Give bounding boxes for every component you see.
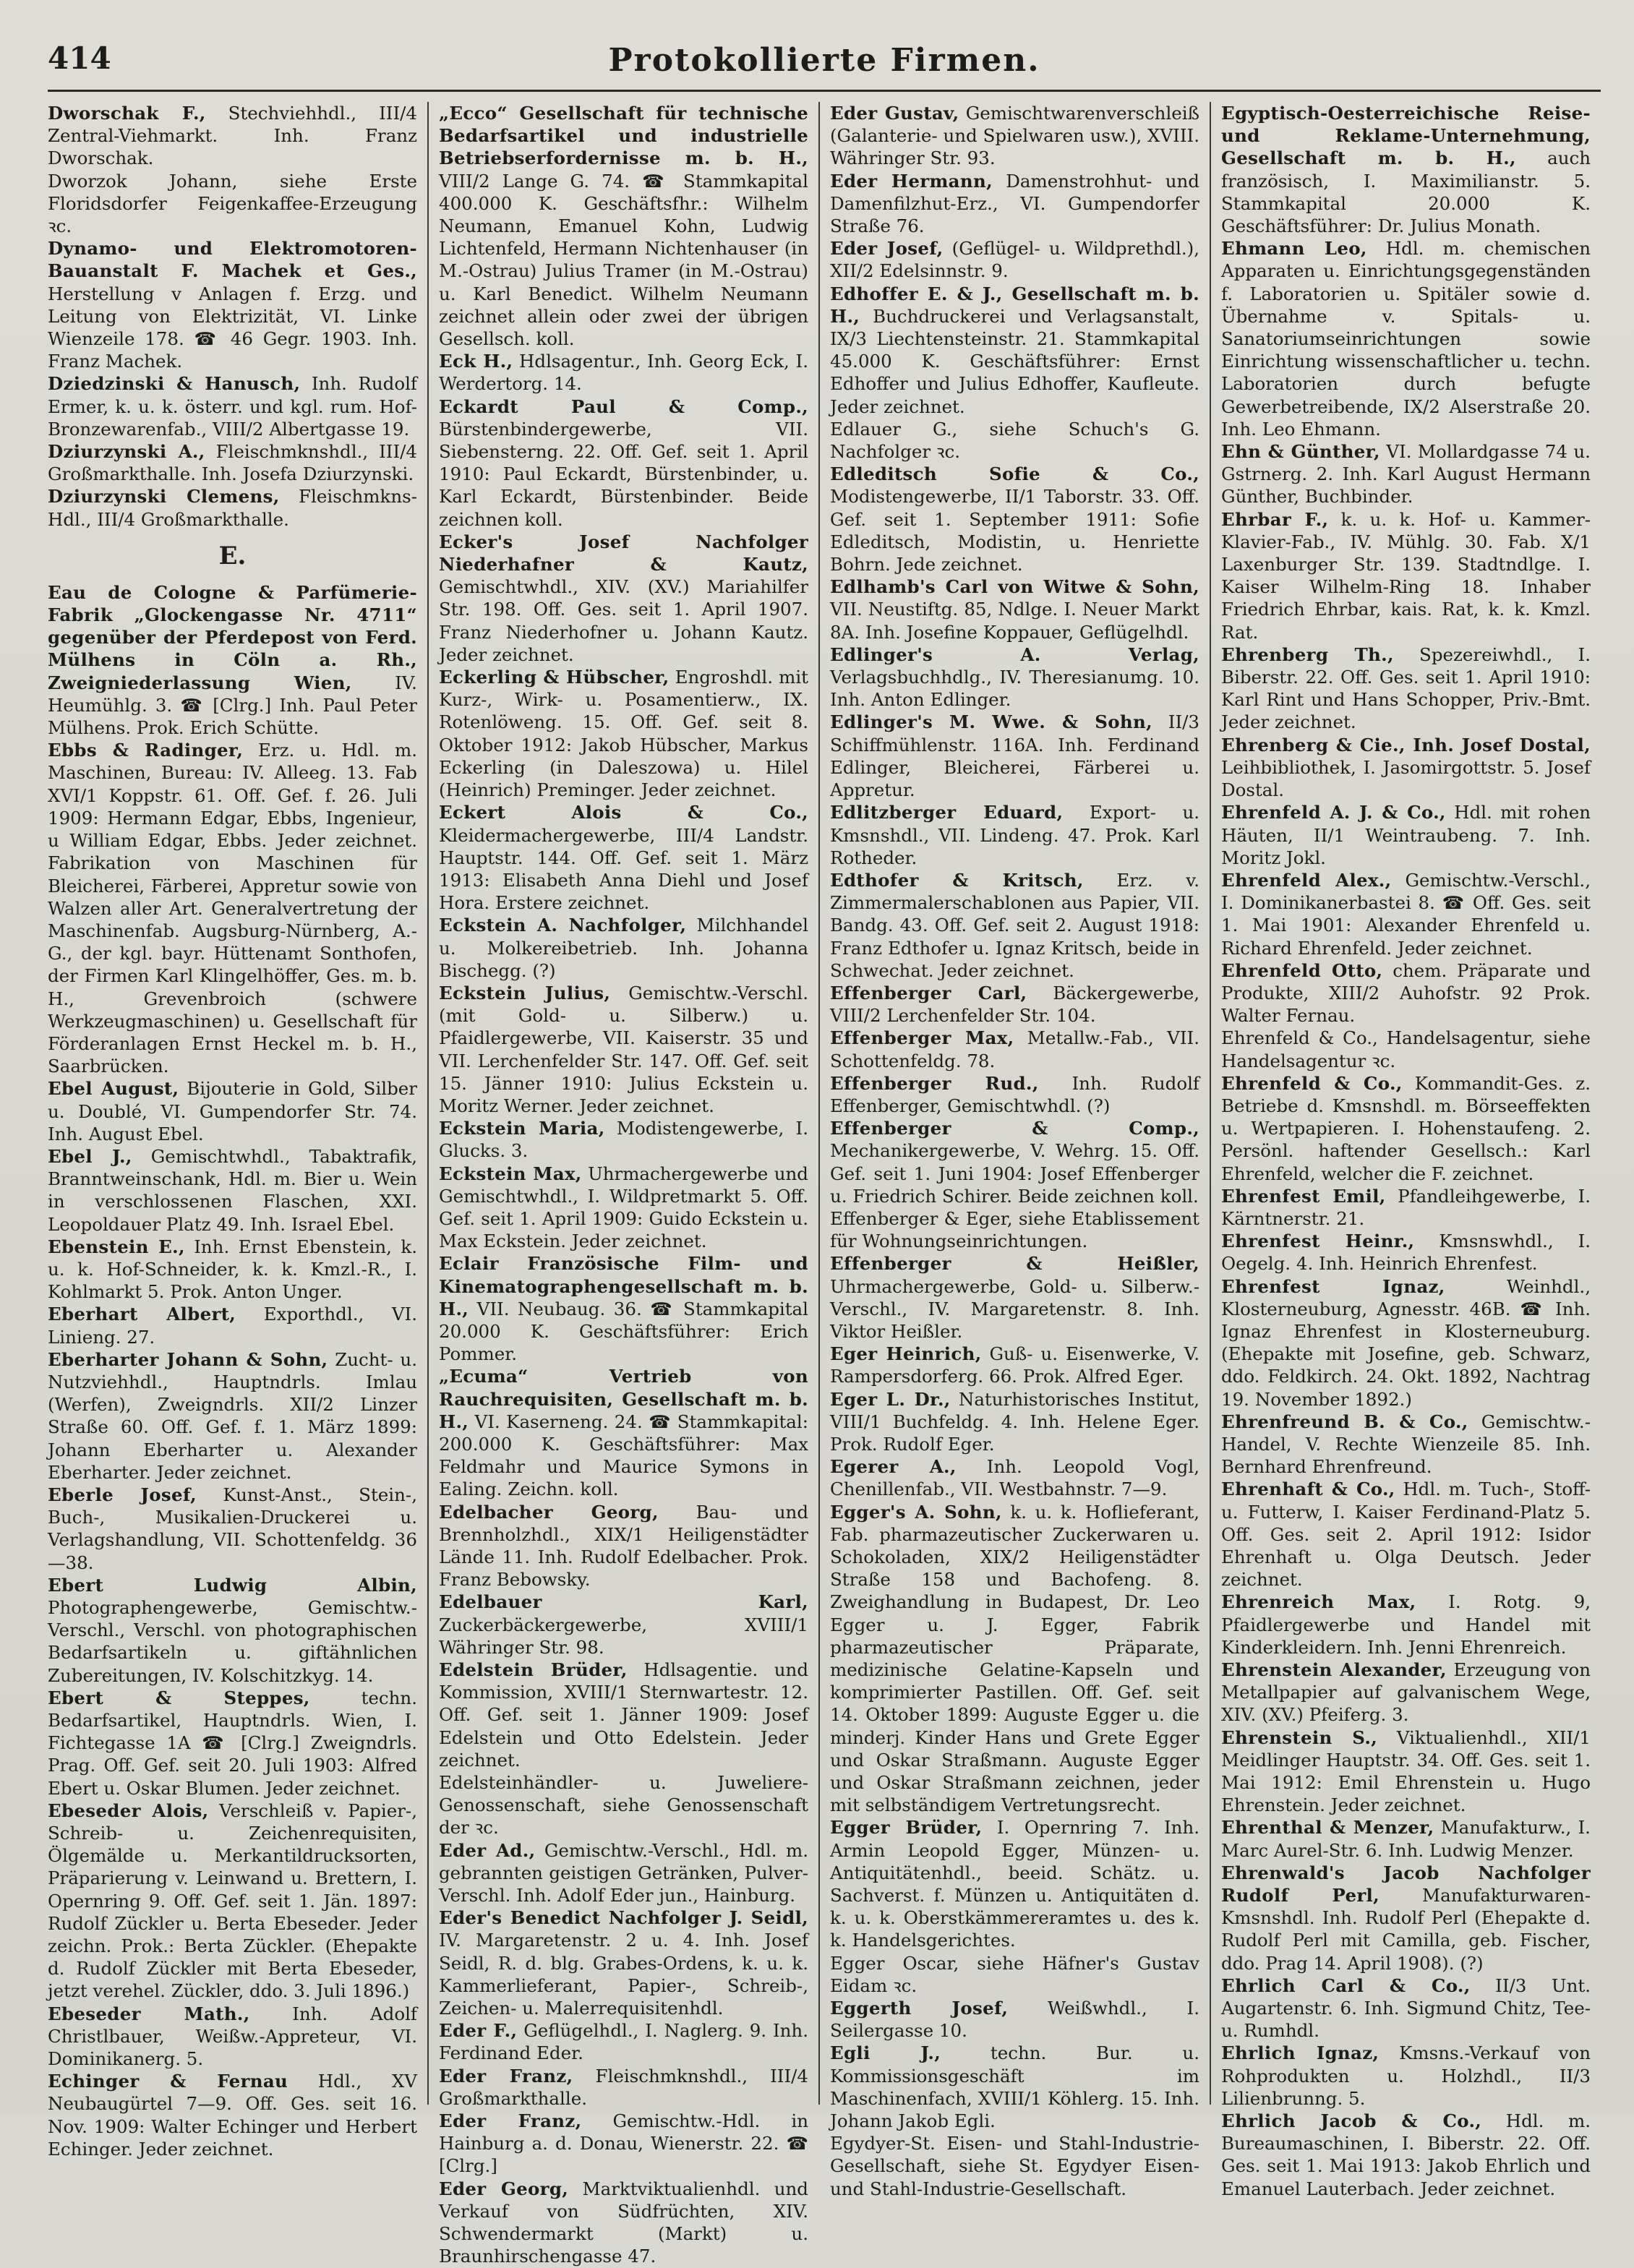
entry-text: k. u. k. Hoflieferant, Fab. pharmazeutischer Zuckerwaren u. Schokoladen, XIX/2 Heiligenstädter Straße 158 und Bachofeng. 8. Zweighandlung in Budapest, Dr. Leo Egger u. J. Egger, Fabrik pharmazeutischer Präparate, medizinische Gelatine-Kapseln und komprimierter Pastillen. Off. Gef. seit 14. Oktober 1899: Auguste Egger u. die minderj. Kinder Hans und Grete Egger und Oskar Straßmann. Auguste Egger und Oskar Straßmann zeichnen, jeder mit selbständigem Vertretungsrecht. <box>830 1501 1199 1816</box>
entry-text: Photographengewerbe, Gemischtw.-Verschl., Verschl. von photographischen Bedarfsartikeln u. giftähnlichen Zubereitungen, IV. Kolschitzkyg. 14. <box>48 1597 417 1686</box>
firm-name: Dziedzinski & Hanusch, <box>48 373 301 395</box>
entry-text: Export- u. Kmsnshdl., VII. Lindeng. 47. Prok. Karl Rotheder. <box>830 802 1200 868</box>
entry-text: Weinhdl., Klosterneuburg, Agnesstr. 46B. ☎ Inh. Ignaz Ehrenfest in Klosterneuburg. (Ehepakte mit Josefine, geb. Schwarz, ddo. Feldkirch. 24. Okt. 1892, Nachtrag 19. November 1892.) <box>1221 1275 1591 1410</box>
firm-name: Ehrenfeld Otto, <box>1221 959 1383 981</box>
directory-entry <box>830 1072 1199 1117</box>
entry-text: Pfandleihgewerbe, I. Kärntnerstr. 21. <box>1221 1185 1591 1229</box>
page-number: 414 <box>48 40 111 76</box>
directory-entry <box>48 1236 417 1304</box>
firm-name: Eder Gustav, <box>830 103 959 124</box>
firm-name: Ehrenfreund B. & Co., <box>1221 1411 1468 1432</box>
firm-name: Ebeseder Alois, <box>48 1800 209 1821</box>
entry-text: Bijouterie in Gold, Silber u. Doublé, VI. Gumpendorfer Str. 74. Inh. August Ebel. <box>48 1078 418 1144</box>
entry-text: Hdl. mit rohen Häuten, II/1 Weintraubeng. 7. Inh. Moritz Jokl. <box>1221 802 1591 868</box>
firm-name: Egli J., <box>830 2042 941 2064</box>
firm-name: Eder's Benedict Nachfolger J. Seidl, <box>439 1907 808 1929</box>
directory-entry <box>1221 869 1591 959</box>
directory-entry <box>830 1027 1199 1071</box>
firm-name: Ebbs & Radinger, <box>48 740 244 761</box>
firm-name: Effenberger Rud., <box>830 1072 1039 1094</box>
directory-entry <box>48 1687 417 1800</box>
firm-name: Edelstein Brüder, <box>439 1659 628 1681</box>
firm-name: Eder Hermann, <box>830 170 993 192</box>
directory-entry <box>48 581 417 739</box>
entry-text: Kmsns.-Verkauf von Rohprodukten u. Holzhdl., II/3 Lilienbrunng. 5. <box>1221 2042 1591 2109</box>
firm-name: Effenberger & Heißler, <box>830 1253 1199 1275</box>
directory-entry <box>439 1907 808 2019</box>
directory-entry <box>830 1343 1199 1387</box>
firm-name: „Ecco“ Gesellschaft für technische Bedarfsartikel und industrielle Betriebserfordernisse m. b. H., <box>439 103 808 169</box>
entry-text: Engroshdl. mit Kurz-, Wirk- u. Posamentierw., IX. Rotenlöweng. 15. Off. Gef. seit 8. Oktober 1912: Jakob Hübscher, Markus Eckerling (in Daleszowa) u. Hilel (Heinrich) Preminger. Jeder zeichnet. <box>439 667 808 801</box>
firm-name: Ebert & Steppes, <box>48 1687 310 1708</box>
firm-name: Ebel August, <box>48 1078 179 1100</box>
entry-text: VII. Neustiftg. 85, Ndlge. I. Neuer Markt 8A. Inh. Josefine Koppauer, Geflügelhdl. <box>830 599 1199 643</box>
firm-name: Eckstein A. Nachfolger, <box>439 915 687 936</box>
directory-entry <box>1221 1072 1591 1185</box>
directory-entry <box>48 1800 417 2003</box>
column-4 <box>1210 102 1601 2199</box>
firm-name: Ehrenfest Emil, <box>1221 1185 1386 1207</box>
firm-name: Edlhamb's Carl von Witwe & Sohn, <box>830 576 1199 598</box>
firm-name: Effenberger Max, <box>830 1027 1014 1049</box>
directory-entry <box>830 1117 1199 1207</box>
entry-text: techn. Bedarfsartikel, Hauptndrls. Wien, I. Fichtegasse 1A ☎ [Clrg.] Zweigndrls. Prag. Off. Gef. seit 20. Juli 1903: Alfred Ebert u. Oskar Blumen. Jeder zeichnet. <box>48 1687 417 1799</box>
directory-entry <box>48 1145 417 1236</box>
entry-text: Herstellung v Anlagen f. Erzg. und Leitung von Elektrizität, VI. Linke Wienzeile 178. ☎ 46 Gegr. 1903. Inh. Franz Machek. <box>48 283 417 372</box>
directory-entry <box>1221 1726 1591 1817</box>
directory-entry <box>439 801 808 914</box>
directory-entry <box>1221 508 1591 643</box>
firm-name: Eckstein Maria, <box>439 1118 605 1139</box>
entry-text: Modistengewerbe, I. Glucks. 3. <box>439 1118 809 1162</box>
directory-entry <box>439 914 808 982</box>
entry-text: Manufakturw., I. Marc Aurel-Str. 6. Inh. Ludwig Menzer. <box>1221 1817 1591 1861</box>
firm-name: Ecker's Josef Nachfolger Niederhafner & Kautz, <box>439 531 808 575</box>
firm-name: Eberle Josef, <box>48 1484 197 1505</box>
firm-name: Eger Heinrich, <box>830 1343 982 1365</box>
directory-entry <box>439 1117 808 1162</box>
firm-name: Dynamo- und Elektromotoren-Bauanstalt F. Machek et Ges., <box>48 238 417 282</box>
entry-text: Inh. Rudolf Effenberger, Gemischtwhdl. (?) <box>830 1072 1199 1116</box>
firm-name: Dziurzynski Clemens, <box>48 486 280 508</box>
firm-name: Dziurzynski A., <box>48 441 205 463</box>
directory-entry <box>48 1077 417 1145</box>
directory-entry <box>1221 440 1591 508</box>
directory-entry <box>830 1816 1199 1951</box>
firm-name: Ehrenwald's Jacob Nachfolger Rudolf Perl, <box>1221 1862 1591 1907</box>
firm-name: Ehrenfeld & Co., <box>1221 1072 1403 1094</box>
directory-entry <box>1221 102 1591 237</box>
directory-entry <box>439 666 808 801</box>
directory-entry <box>1221 2110 1591 2200</box>
firm-name: Egger's A. Sohn, <box>830 1501 1002 1523</box>
firm-name: Echinger & Fernau <box>48 2071 288 2092</box>
firm-name: Ehrenreich Max, <box>1221 1591 1416 1613</box>
entry-text: IV. Margaretenstr. 2 u. 4. Inh. Josef Seidl, R. d. blg. Grabes-Ordens, k. u. k. Kammerlieferant, Papier-, Schreib-, Zeichen- u. Malerrequisitenhdl. <box>439 1930 808 2019</box>
directory-entry <box>830 170 1199 238</box>
directory-entry <box>1221 1659 1591 1726</box>
entry-text: Manufakturwaren-Kmsnshdl. Inh. Rudolf Perl (Ehepakte d. Rudolf Perl mit Camilla, geb. Fischer, ddo. Prag 14. April 1908). (?) <box>1221 1885 1591 1974</box>
directory-entry <box>830 2042 1199 2132</box>
entry-text: (Geflügel- u. Wildprethdl.), XII/2 Edelsinnstr. 9. <box>830 238 1199 282</box>
firm-name: Eder Josef, <box>830 238 944 260</box>
directory-entry <box>439 1163 808 1253</box>
entry-text: Kommandit-Ges. z. Betriebe d. Kmsnshdl. m. Börseeffekten u. Wertpapieren. I. Hohenstaufeng. 2. Persönl. haftender Gesellsch.: Karl Ehrenfeld, welcher die F. zeichnet. <box>1221 1072 1591 1184</box>
directory-entry <box>830 1388 1199 1456</box>
entry-text: II/3 Schiffmühlenstr. 116A. Inh. Ferdinand Edlinger, Bleicherei, Färberei u. Appretur. <box>830 711 1199 801</box>
firm-name: Ehrenfeld A. J. & Co., <box>1221 802 1446 823</box>
entry-text: Zuckerbäckergewerbe, XVIII/1 Währinger Str. 98. <box>439 1614 808 1658</box>
directory-entry <box>830 869 1199 982</box>
firm-name: Eckardt Paul & Comp., <box>439 395 808 417</box>
firm-name: Eck H., <box>439 351 513 372</box>
entry-text: IV. Heumühlg. 3. ☎ [Clrg.] Inh. Paul Peter Mülhens. Prok. Erich Schütte. <box>48 672 417 739</box>
entry-text: Gemischtw.-Handel, V. Rechte Wienzeile 85. Inh. Bernhard Ehrenfreund. <box>1221 1411 1591 1478</box>
page-header <box>48 38 1601 92</box>
entry-text: Hdl., XV Neubaugürtel 7—9. Off. Ges. seit 16. Nov. 1909: Walter Echinger und Herbert Echinger. Jeder zeichnet. <box>48 2071 417 2160</box>
firm-name: Dworschak F., <box>48 103 206 124</box>
firm-name: Eder F., <box>439 2020 518 2042</box>
firm-name: Eckstein Max, <box>439 1163 582 1184</box>
entry-text: Egger Oscar, siehe Häfner's Gustav Eidam ꝛc. <box>830 1952 1199 1996</box>
entry-text: Erzeugung von Metallpapier auf galvanischem Wege, XIV. (XV.) Pfeiferg. 3. <box>1221 1659 1591 1726</box>
entry-text: k. u. k. Hof- u. Kammer-Klavier-Fab., IV. Mühlg. 30. Fab. X/1 Laxenburger Str. 139. Stadtndlge. I. Kaiser Wilhelm-Ring 18. Inhaber Friedrich Ehrbar, kais. Rat, k. k. Kmzl. Rat. <box>1221 508 1591 643</box>
entry-text: Buchdruckerei und Verlagsanstalt, IX/3 Liechtensteinstr. 21. Stammkapital 45.000 K. Geschäftsführer: Ernst Edhoffer und Julius Edhoffer, Kaufleute. Jeder zeichnet. <box>830 305 1199 417</box>
entry-text: II/3 Unt. Augartenstr. 6. Inh. Sigmund Chitz, Tee- u. Rumhdl. <box>1221 1974 1591 2042</box>
directory-entry <box>830 283 1199 418</box>
directory-entry <box>830 1501 1199 1817</box>
directory-entry <box>830 2132 1199 2200</box>
entry-text: Bau- und Brennholzhdl., XIX/1 Heiligenstädter Lände 11. Inh. Rudolf Edelbacher. Prok. Franz Bebowsky. <box>439 1501 809 1591</box>
entry-text: Kunst-Anst., Stein-, Buch-, Musikalien-Druckerei u. Verlagshandlung, VII. Schottenfeldg. 36—38. <box>48 1484 417 1573</box>
directory-entry <box>830 575 1199 643</box>
entry-text: Hdl. m. Bureaumaschinen, I. Biberstr. 22. Off. Ges. seit 1. Mai 1913: Jakob Ehrlich und Emanuel Lauterbach. Jeder zeichnet. <box>1221 2110 1591 2199</box>
directory-entry <box>1221 1275 1591 1411</box>
firm-name: Ebert Ludwig Albin, <box>48 1574 417 1596</box>
firm-name: Eclair Französische Film- und Kinematographengesellschaft m. b. H., <box>439 1253 808 1319</box>
entry-text: Gemischtwarenverschleiß (Galanterie- und Spielwaren usw.), XVIII. Währinger Str. 93. <box>830 103 1199 169</box>
entry-text: Inh. Ernst Ebenstein, k. u. k. Hof-Schneider, k. k. Kmzl.-R., I. Kohlmarkt 5. Prok. Anton Unger. <box>48 1236 418 1303</box>
entry-text: Verschleiß v. Papier-, Schreib- u. Zeichenrequisiten, Ölgemälde u. Merkantildrucksorten, Präparierung v. Leinwand u. Brettern, I. Opernring 9. Off. Gef. seit 1. Jän. 1897: Rudolf Zückler u. Berta Ebeseder. Jeder zeichn. Prok.: Berta Zückler. (Ehepakte d. Rudolf Zückler mit Berta Ebeseder, jetzt verehel. Zückler, ddo. 3. Juli 1896.) <box>48 1800 417 2002</box>
entry-text: Egydyer-St. Eisen- und Stahl-Industrie-Gesellschaft, siehe St. Egydyer Eisen- und Stahl-Industrie-Gesellschaft. <box>830 2133 1199 2199</box>
directory-entry <box>439 350 808 395</box>
firm-name: Eberhart Albert, <box>48 1304 236 1325</box>
directory-entry <box>830 711 1199 801</box>
firm-name: Ebenstein E., <box>48 1236 185 1257</box>
directory-entry <box>439 102 808 350</box>
directory-entry <box>439 1591 808 1659</box>
directory-entry <box>48 1574 417 1687</box>
firm-name: Effenberger & Comp., <box>830 1118 1199 1139</box>
firm-name: Edlinger's A. Verlag, <box>830 643 1199 665</box>
entry-text: Fleischmknshdl., III/4 Großmarkthalle. Inh. Josefa Dziurzynski. <box>48 441 417 485</box>
directory-entry <box>439 2110 808 2178</box>
entry-text: Gemischtwhdl., Tabaktrafik, Branntweinschank, Hdl. m. Bier u. Wein in verschlossenen Flaschen, XXI. Leopoldauer Platz 49. Inh. Israel Ebel. <box>48 1145 417 1235</box>
entry-text: Uhrmachergewerbe und Gemischtwhdl., I. Wildpretmarkt 5. Off. Gef. seit 1. April 1909: Guido Eckstein u. Max Eckstein. Jeder zeichnet. <box>439 1163 808 1252</box>
firm-name: Eckstein Julius, <box>439 982 611 1004</box>
entry-text: Verlagsbuchhdlg., IV. Theresianumg. 10. Inh. Anton Edlinger. <box>830 667 1199 711</box>
directory-entry <box>439 1659 808 1771</box>
entry-text: Kleidermachergewerbe, III/4 Landstr. Hauptstr. 144. Off. Gef. seit 1. März 1913: Elisabeth Anna Diehl und Josef Hora. Erstere zeichnet. <box>439 824 808 914</box>
entry-text: Viktualienhdl., XII/1 Meidlinger Hauptstr. 34. Off. Ges. seit 1. Mai 1912: Emil Ehrenstein u. Hugo Ehrenstein. Jeder zeichnet. <box>1221 1726 1591 1816</box>
entry-text: Marktviktualienhdl. und Verkauf von Südfrüchten, XIV. Schwendermarkt (Markt) u. Braunhirschengasse 47. <box>439 2178 808 2267</box>
entry-text: Weißwhdl., I. Seilergasse 10. <box>830 1998 1200 2042</box>
firm-name: Ehmann Leo, <box>1221 238 1367 260</box>
page-title: Protokollierte Firmen. <box>608 42 1040 79</box>
entry-text: Hdl. m. Tuch-, Stoff- u. Futterw, I. Kaiser Ferdinand-Platz 5. Off. Ges. seit 2. April 1912: Isidor Ehrenhaft u. Olga Deutsch. Jeder zeichnet. <box>1221 1479 1591 1591</box>
directory-entry <box>48 1303 417 1348</box>
firm-name: Ehrenberg Th., <box>1221 643 1394 665</box>
directory-entry <box>48 440 417 485</box>
directory-entry <box>1221 1185 1591 1230</box>
entry-text: Bürstenbindergewerbe, VII. Siebensterng. 22. Off. Gef. seit 1. April 1910: Paul Eckardt, Bürstenbinder, u. Karl Eckardt, Bürstenbinder. Beide zeichnen koll. <box>439 418 808 530</box>
firm-name: Eberharter Johann & Sohn, <box>48 1348 328 1370</box>
directory-entry <box>439 2019 808 2064</box>
firm-name: Eau de Cologne & Parfümerie-Fabrik „Glockengasse Nr. 4711“ gegenüber der Pferdepost von Ferd. Mülhens in Cöln a. Rh., Zweigniederlassung Wien, <box>48 581 417 693</box>
entry-text: Naturhistorisches Institut, VIII/1 Buchfeldg. 4. Inh. Helene Eger. Prok. Rudolf Eger. <box>830 1388 1199 1455</box>
firm-name: Egerer A., <box>830 1456 957 1478</box>
directory-entry <box>439 2065 808 2110</box>
entry-text: VII. Neubaug. 36. ☎ Stammkapital 20.000 K. Geschäftsführer: Erich Pommer. <box>439 1298 808 1365</box>
firm-name: Ehrenhaft & Co., <box>1221 1479 1395 1500</box>
entry-text: Guß- u. Eisenwerke, V. Rampersdorferg. 66. Prok. Alfred Eger. <box>830 1343 1199 1387</box>
entry-text: Hdl. m. chemischen Apparaten u. Einrichtungsgegenständen f. Laboratorien u. Spitäler sowie d. Übernahme v. Spitals- u. Sanatoriumseinrichtungen sowie Einrichtung wissenschaftlicher u. techn. Laboratorien durch befugte Gewerbetreibende, IX/2 Alserstraße 20. Inh. Leo Ehmann. <box>1221 238 1591 440</box>
entry-text: Inh. Adolf Christlbauer, Weißw.-Appreteur, VI. Dominikanerg. 5. <box>48 2003 417 2070</box>
entry-text: techn. Bur. u. Kommissionsgeschäft im Maschinenfach, XVIII/1 Köhlerg. 15. Inh. Johann Jakob Egli. <box>830 2042 1199 2132</box>
firm-name: Ehrenstein Alexander, <box>1221 1659 1447 1681</box>
entry-text: Edlauer G., siehe Schuch's G. Nachfolger ꝛc. <box>830 418 1199 463</box>
firm-name: Eger L. Dr., <box>830 1388 951 1410</box>
entry-text: I. Opernring 7. Inh. Armin Leopold Egger, Münzen- u. Antiquitätenhdl., beeid. Schätz. u. Sachverst. f. Münzen u. Antiquitäten d. k. u. k. Oberstkämmereramtes u. des k. k. Handelsgerichtes. <box>830 1817 1199 1951</box>
firm-name: Ehrlich Carl & Co., <box>1221 1974 1471 1996</box>
entry-text: Uhrmachergewerbe, Gold- u. Silberw.-Verschl., IV. Margaretenstr. 8. Inh. Viktor Heißler. <box>830 1275 1199 1342</box>
firm-name: Ehrbar F., <box>1221 508 1329 530</box>
entry-text: Milchhandel u. Molkereibetrieb. Inh. Johanna Bischegg. (?) <box>439 915 808 981</box>
entry-text: Geflügelhdl., I. Naglerg. 9. Inh. Ferdinand Eder. <box>439 2020 808 2064</box>
firm-name: Edhoffer E. & J., Gesellschaft m. b. H., <box>830 283 1199 327</box>
column-3 <box>818 102 1210 2199</box>
firm-name: Egyptisch-Oesterreichische Reise- und Reklame-Unternehmung, Gesellschaft m. b. H., <box>1221 103 1591 169</box>
directory-entry <box>48 739 417 1077</box>
firm-name: Eckert Alois & Co., <box>439 802 808 823</box>
directory-entry <box>830 1207 1199 1252</box>
firm-name: Eder Ad., <box>439 1839 536 1861</box>
entry-text: I. Rotg. 9, Pfaidlergewerbe und Handel mit Kinderkleidern. Inh. Jenni Ehrenreich. <box>1221 1591 1591 1658</box>
entry-text: VI. Mollardgasse 74 u. Gstrnerg. 2. Inh. Karl August Hermann Günther, Buchbinder. <box>1221 441 1591 508</box>
directory-entry <box>48 2003 417 2071</box>
directory-entry <box>1221 1862 1591 1974</box>
firm-name: Edlitzberger Eduard, <box>830 802 1064 823</box>
entry-text: Exporthdl., VI. Linieng. 27. <box>48 1304 417 1348</box>
section-letter: E. <box>218 541 247 570</box>
directory-entry <box>1221 959 1591 1027</box>
directory-entry <box>48 2070 417 2160</box>
entry-text: Erz. v. Zimmermalerschablonen aus Papier, VII. Bandg. 43. Off. Gef. seit 2. August 1918: Franz Edthofer u. Ignaz Kritsch, beide in Schwechat. Jeder zeichnet. <box>830 869 1199 981</box>
directory-entry <box>439 531 808 666</box>
directory-entry <box>1221 2042 1591 2110</box>
entry-text: Damenstrohhut- und Damenfilzhut-Erz., VI. Gumpendorfer Straße 76. <box>830 170 1199 237</box>
firm-name: Ehrenberg & Cie., Inh. Josef Dostal, <box>1221 734 1591 756</box>
column-2 <box>427 102 818 2267</box>
entry-text: Dworzok Johann, siehe Erste Floridsdorfer Feigenkaffee-Erzeugung ꝛc. <box>48 170 417 237</box>
firm-name: „Ecuma“ Vertrieb von Rauchrequisiten, Gesellschaft m. b. H., <box>439 1366 808 1432</box>
firm-name: Eder Georg, <box>439 2178 569 2199</box>
firm-name: Ebel J., <box>48 1145 132 1167</box>
directory-entry <box>48 372 417 440</box>
firm-name: Edelbauer Karl, <box>439 1591 808 1613</box>
entry-text: Hdlsagentur., Inh. Georg Eck, I. Werdertorg. 14. <box>439 351 809 395</box>
directory-entry <box>1221 1591 1591 1659</box>
entry-text: Inh. Leopold Vogl, Chenillenfab., VII. Westbahnstr. 7—9. <box>830 1456 1199 1500</box>
directory-entry <box>48 485 417 530</box>
firm-name: Effenberger Carl, <box>830 982 1027 1004</box>
entry-text: Gemischtw.-Verschl. (mit Gold- u. Silberw.) u. Pfaidlergewerbe, VII. Kaiserstr. 35 und VII. Lerchenfelder Str. 147. Off. Gef. seit 15. Jänner 1910: Julius Eckstein u. Moritz Werner. Jeder zeichnet. <box>439 982 808 1116</box>
entry-text: Erz. u. Hdl. m. Maschinen, Bureau: IV. Alleeg. 13. Fab XVI/1 Koppstr. 61. Off. Gef. f. 26. Juli 1909: Hermann Edgar, Ebbs, Ingenieur, u William Edgar, Ebbs. Jeder zeichnet. Fabrikation von Maschinen für Bleicherei, Färberei, Appretur sowie von Walzen aller Art. Generalvertretung der Maschinenfab. Augsburg-Nürnberg, A.-G., der kgl. bayr. Hüttenamt Sonthofen, der Firmen Karl Klingelhöffer, Ges. m. b. H., Grevenbroich (schwere Werkzeugmaschinen) u. Gesellschaft für Förderanlagen Ernst Heckel m. b. H., Saarbrücken. <box>48 740 417 1077</box>
entry-text: Hdlsagentie. und Kommission, XVIII/1 Sternwartestr. 12. Off. Gef. seit 1. Jänner 1909: Josef Edelstein und Otto Edelstein. Jeder zeichnet. <box>439 1659 808 1771</box>
directory-entry <box>830 1252 1199 1343</box>
directory-entry <box>830 1952 1199 1997</box>
directory-entry <box>48 102 417 170</box>
directory-entry <box>830 1997 1199 2042</box>
directory-entry <box>830 1455 1199 1500</box>
firm-name: Edelbacher Georg, <box>439 1501 659 1523</box>
directory-entry <box>439 1501 808 1591</box>
firm-name: Ehrenstein S., <box>1221 1726 1378 1748</box>
entry-text: Stechviehhdl., III/4 Zentral-Viehmarkt. Inh. Franz Dworschak. <box>48 103 417 169</box>
firm-name: Edthofer & Kritsch, <box>830 869 1084 891</box>
entry-text: Fleischmkns-Hdl., III/4 Großmarkthalle. <box>48 486 417 530</box>
firm-name: Ehrenfeld Alex., <box>1221 869 1392 891</box>
directory-entry <box>1221 1816 1591 1861</box>
firm-name: Edlinger's M. Wwe. & Sohn, <box>830 711 1152 733</box>
firm-name: Ehrlich Ignaz, <box>1221 2042 1380 2064</box>
entry-text: Ehrenfeld & Co., Handelsagentur, siehe Handelsagentur ꝛc. <box>1221 1027 1591 1071</box>
directory-entry <box>830 643 1199 711</box>
entry-text: Gemischtw.-Hdl. in Hainburg a. d. Donau, Wienerstr. 22. ☎ [Clrg.] <box>439 2110 808 2177</box>
entry-text: chem. Präparate und Produkte, XIII/2 Auhofstr. 92 Prok. Walter Fernau. <box>1221 959 1591 1027</box>
firm-name: Egger Brüder, <box>830 1817 983 1839</box>
directory-entry <box>439 2178 808 2268</box>
entry-text: Gemischtw.-Verschl., I. Dominikanerbastei 8. ☎ Off. Ges. seit 1. Mai 1901: Alexander Ehrenfeld u. Richard Ehrenfeld. Jeder zeichnet. <box>1221 869 1591 959</box>
directory-entry <box>1221 1411 1591 1479</box>
directory-entry <box>1221 1230 1591 1275</box>
firm-name: Eder Franz, <box>439 2110 582 2132</box>
entry-text: Gemischtw.-Verschl., Hdl. m. gebrannten geistigen Getränken, Pulver-Verschl. Inh. Adolf Eder jun., Hainburg. <box>439 1839 808 1907</box>
entry-text: VI. Kaserneng. 24. ☎ Stammkapital: 200.000 K. Geschäftsführer: Max Feldmahr und Maurice Symons in Ealing. Zeichn. koll. <box>439 1411 808 1500</box>
firm-name: Ehrenthal & Menzer, <box>1221 1817 1434 1839</box>
firm-name: Ehrlich Jacob & Co., <box>1221 2110 1482 2132</box>
directory-entry <box>830 102 1199 170</box>
directory-entry <box>1221 1027 1591 1071</box>
directory-entry <box>48 1484 417 1574</box>
directory-entry <box>439 395 808 531</box>
entry-text: Kmsnswhdl., I. Oegelg. 4. Inh. Heinrich Ehrenfest. <box>1221 1231 1591 1275</box>
directory-entry <box>1221 237 1591 440</box>
entry-text: Fleischmknshdl., III/4 Großmarkthalle. <box>439 2065 808 2109</box>
entry-text: Inh. Rudolf Ermer, k. u. k. österr. und kgl. rum. Hof-Bronzewarenfab., VIII/2 Albertgasse 19. <box>48 373 417 440</box>
entry-text: Edelsteinhändler- u. Juweliere-Genossenschaft, siehe Genossenschaft der ꝛc. <box>439 1772 808 1839</box>
directory-entry <box>48 1348 417 1484</box>
entry-text: Bäckergewerbe, VIII/2 Lerchenfelder Str. 104. <box>830 982 1199 1027</box>
entry-text: Mechanikergewerbe, V. Wehrg. 15. Off. Gef. seit 1. Juni 1904: Josef Effenberger u. Friedrich Schirer. Beide zeichnen koll. <box>830 1140 1199 1207</box>
entry-text: Spezereiwhdl., I. Biberstr. 22. Off. Ges. seit 1. April 1910: Karl Rint und Hans Schopper, Priv.-Bmt. Jeder zeichnet. <box>1221 643 1591 733</box>
entry-text: Effenberger & Eger, siehe Etablissement für Wohnungseinrichtungen. <box>830 1207 1199 1252</box>
directory-entry <box>439 982 808 1117</box>
directory-entry <box>830 418 1199 463</box>
firm-name: Edleditsch Sofie & Co., <box>830 463 1199 485</box>
entry-text: Gemischtwhdl., XIV. (XV.) Mariahilfer Str. 198. Off. Ges. seit 1. April 1907. Franz Niederhofner u. Johann Kautz. Jeder zeichnet. <box>439 576 808 665</box>
directory-entry <box>439 1365 808 1500</box>
column-1 <box>48 102 427 2160</box>
directory-entry <box>439 1839 808 1907</box>
directory-entry <box>830 801 1199 869</box>
directory-entry <box>1221 1478 1591 1591</box>
firm-name: Ehrenfest Ignaz, <box>1221 1275 1445 1297</box>
columns <box>48 102 1601 2267</box>
entry-text: Zucht- u. Nutzviehhdl., Hauptndrls. Imlau (Werfen), Zweigndrls. XII/2 Linzer Straße 60. Off. Gef. f. 1. März 1899: Johann Eberharter u. Alexander Eberharter. Jeder zeichnet. <box>48 1348 417 1483</box>
entry-text: Modistengewerbe, II/1 Taborstr. 33. Off. Gef. seit 1. September 1911: Sofie Edleditsch, Modistin, u. Henriette Bohrn. Jede zeichnet. <box>830 486 1199 575</box>
directory-entry <box>830 982 1199 1027</box>
entry-text: Leihbibliothek, I. Jasomirgottstr. 5. Josef Dostal. <box>1221 756 1591 801</box>
firm-name: Eggerth Josef, <box>830 1998 1009 2019</box>
firm-name: Ebeseder Math., <box>48 2003 250 2024</box>
directory-entry <box>48 237 417 372</box>
firm-name: Ehrenfest Heinr., <box>1221 1231 1415 1252</box>
directory-entry <box>1221 643 1591 734</box>
directory-entry <box>830 463 1199 575</box>
directory-entry <box>439 1252 808 1365</box>
directory-entry <box>439 1771 808 1839</box>
directory-entry <box>1221 734 1591 802</box>
directory-entry <box>830 237 1199 282</box>
entry-text: VIII/2 Lange G. 74. ☎ Stammkapital 400.000 K. Geschäftsfhr.: Wilhelm Neumann, Emanuel Kohn, Ludwig Lichtenfeld, Hermann Nichtenhauser (in M.-Ostrau) Julius Tramer (in M.-Ostrau) u. Karl Benedict. Wilhelm Neumann zeichnet allein oder zwei der übrigen Gesellsch. koll. <box>439 170 808 350</box>
entry-text: Metallw.-Fab., VII. Schottenfeldg. 78. <box>830 1027 1199 1071</box>
firm-name: Eckerling & Hübscher, <box>439 667 670 688</box>
firm-name: Eder Franz, <box>439 2065 573 2087</box>
directory-entry <box>48 170 417 238</box>
directory-entry <box>1221 801 1591 869</box>
entry-text: auch französisch, I. Maximilianstr. 5. Stammkapital 20.000 K. Geschäftsführer: Dr. Julius Monath. <box>1221 147 1591 237</box>
directory-entry <box>1221 1974 1591 2042</box>
firm-name: Ehn & Günther, <box>1221 441 1380 463</box>
